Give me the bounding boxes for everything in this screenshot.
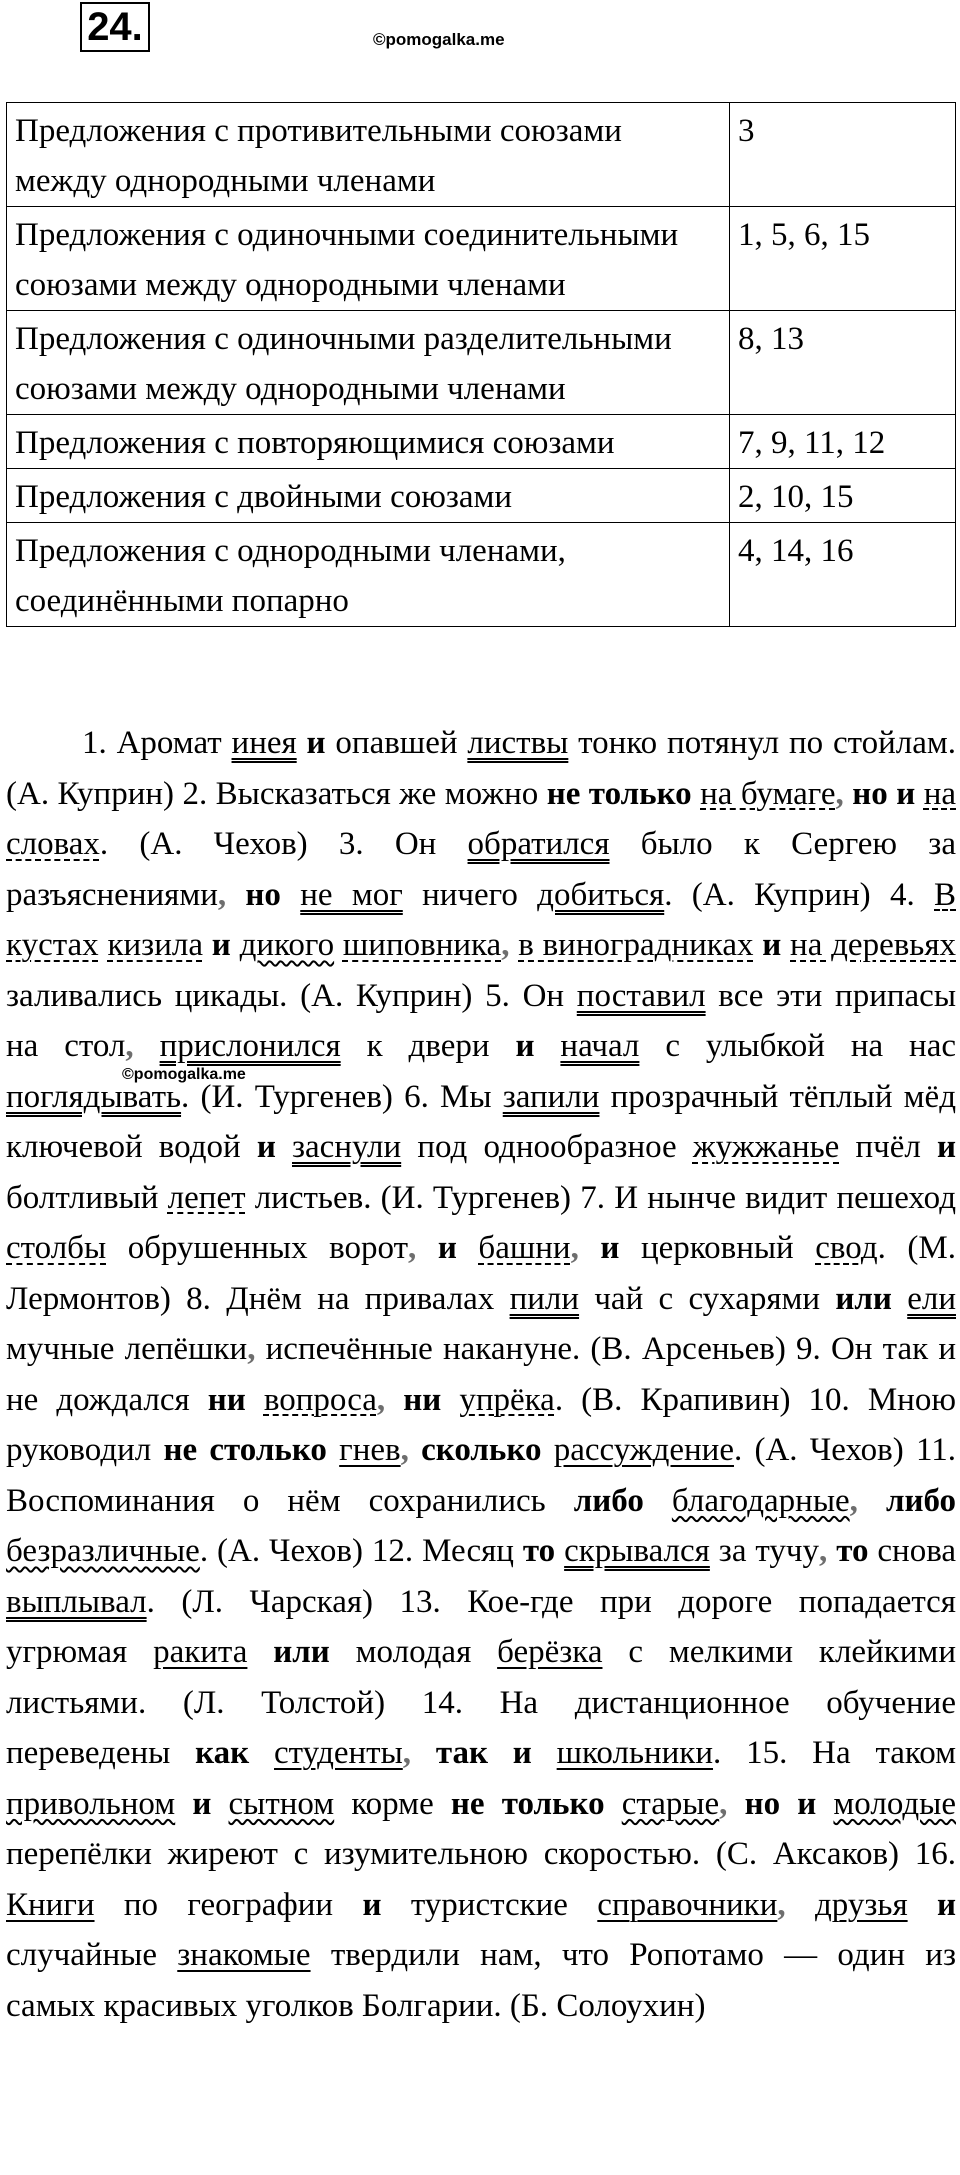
text-run: . (М. Лермонтов) 8. Днём на привалах xyxy=(6,1230,956,1317)
text-run xyxy=(555,1533,564,1569)
object-underline: В кустах xyxy=(6,876,957,963)
conjunction: либо xyxy=(885,1482,957,1519)
object-underline: жужжанье xyxy=(692,1129,840,1165)
predicate-underline: не мог xyxy=(300,876,403,913)
text-run: . (А. Куприн) 4. xyxy=(664,876,934,913)
exercise-text xyxy=(6,718,956,2031)
text-run xyxy=(226,877,245,913)
attribute-underline: молодые xyxy=(833,1785,956,1822)
text-run xyxy=(605,1786,622,1822)
predicate-underline: поглядывать xyxy=(6,1078,182,1115)
attribute-underline: благодарные xyxy=(671,1482,850,1519)
text-run xyxy=(411,1735,436,1771)
object-underline: свод xyxy=(815,1230,878,1266)
text-run: заливались цикады. (А. Куприн) 5. Он xyxy=(6,977,577,1014)
conjunction: и xyxy=(937,1886,957,1923)
row-sentence-numbers: 1, 5, 6, 15 xyxy=(729,207,955,311)
text-run: случайные xyxy=(6,1937,178,1973)
row-sentence-numbers: 3 xyxy=(729,103,955,207)
row-label: Предложения с повторяющимися союзами xyxy=(7,415,730,469)
table-row xyxy=(7,103,956,207)
task-number: 24. xyxy=(80,2,150,52)
subject-underline: берёзка xyxy=(497,1634,603,1670)
comma-mark: , xyxy=(402,1735,412,1771)
text-run: прозрачный тёплый мёд ключевой водой xyxy=(6,1078,956,1165)
text-run xyxy=(509,927,518,963)
object-underline: на деревьях xyxy=(790,927,957,963)
subject-underline: друзья xyxy=(815,1886,908,1923)
conjunction: и xyxy=(192,1785,212,1822)
text-run xyxy=(385,1382,403,1418)
object-underline: на бумаге xyxy=(700,775,836,812)
subject-underline: гнев xyxy=(339,1432,401,1468)
conjunction: или xyxy=(273,1634,330,1670)
predicate-underline: пили xyxy=(509,1280,580,1317)
row-sentence-numbers: 8, 13 xyxy=(729,311,955,415)
text-run xyxy=(416,1230,438,1266)
object-underline: кизила xyxy=(107,927,203,963)
text-run: чай с сухарями xyxy=(579,1280,836,1317)
text-run xyxy=(297,725,307,761)
conjunction: но и xyxy=(744,1785,817,1822)
text-run: под однообразное xyxy=(401,1129,693,1165)
subject-underline: студенты xyxy=(274,1735,403,1771)
conjunction: то xyxy=(836,1533,869,1569)
text-run: пчёл xyxy=(839,1129,937,1165)
text-run: за тучу xyxy=(709,1533,819,1569)
text-run: корме xyxy=(334,1785,451,1822)
text-run: церковный xyxy=(619,1230,816,1266)
table-row xyxy=(7,311,956,415)
text-run: . (А. Чехов) 11. Воспоминания о нём сохранились xyxy=(6,1432,957,1519)
text-run xyxy=(786,1887,815,1923)
row-sentence-numbers: 4, 14, 16 xyxy=(729,523,955,627)
conjunction: не только xyxy=(450,1785,605,1822)
text-run: опавшей xyxy=(325,725,468,761)
row-label: Предложения с противительными союзами между однородными членами xyxy=(7,103,730,207)
text-run: 1. Аромат xyxy=(82,725,232,761)
row-label: Предложения с одиночными разделительными союзами между однородными членами xyxy=(7,311,730,415)
text-run xyxy=(231,927,240,963)
text-run: с мелкими клейкими листьями. (Л. Толстой) 14. На дистанционное обучение переведены xyxy=(6,1634,956,1771)
text-run: листьев. (И. Тургенев) 7. И нынче видит пешеход xyxy=(245,1179,956,1216)
sentences-paragraph xyxy=(6,718,956,2031)
predicate-underline: обратился xyxy=(467,826,610,862)
table-row xyxy=(7,207,956,311)
attribute-underline: сытном xyxy=(228,1785,335,1822)
text-run: молодая xyxy=(329,1634,498,1670)
text-run xyxy=(249,1735,274,1771)
attribute-underline: привольном xyxy=(6,1785,176,1822)
conjunction: и xyxy=(256,1129,276,1165)
conjunction: и xyxy=(600,1230,620,1266)
text-run xyxy=(134,1028,160,1064)
object-underline: лепет xyxy=(167,1179,246,1216)
text-run xyxy=(327,1432,339,1468)
conjunction: но xyxy=(245,876,281,913)
text-run xyxy=(281,877,300,913)
conjunction: так и xyxy=(435,1735,532,1771)
text-run xyxy=(211,1786,228,1822)
table-row xyxy=(7,415,956,469)
table-row xyxy=(7,523,956,627)
text-run: . (А. Чехов) 12. Месяц xyxy=(199,1533,523,1569)
object-underline: шиповника xyxy=(342,927,502,963)
text-run: было к Сергею за разъяснениями xyxy=(6,826,956,913)
text-run: тонко потянул по стойлам. (А. Куприн) 2. Высказаться же можно xyxy=(6,725,957,812)
comma-mark: , xyxy=(400,1432,409,1468)
text-run: твердили нам, что Ропотамо — один из самых красивых уголков Болгарии. (Б. Солоухин) xyxy=(6,1937,956,2024)
comma-mark: , xyxy=(125,1028,134,1064)
predicate-underline: выплывал xyxy=(6,1583,147,1620)
text-run xyxy=(858,1483,886,1519)
text-run xyxy=(457,1230,479,1266)
object-underline: упрёка xyxy=(459,1381,555,1418)
row-label: Предложения с двойными союзами xyxy=(7,469,730,523)
predicate-underline: заснули xyxy=(292,1129,402,1165)
text-run xyxy=(246,1382,264,1418)
text-run: к двери xyxy=(340,1028,516,1064)
subject-underline: Книги xyxy=(6,1886,95,1923)
comma-mark: , xyxy=(501,927,510,963)
text-run: ничего xyxy=(402,876,538,913)
comma-mark: , xyxy=(217,876,227,913)
row-sentence-numbers: 7, 9, 11, 12 xyxy=(729,415,955,469)
predicate-underline: прислонился xyxy=(159,1028,341,1064)
text-run: мучные лепёшки xyxy=(6,1331,248,1367)
conjunction: не столько xyxy=(163,1432,327,1468)
text-run: . (Л. Чарская) 13. Кое-где при дороге попадается угрюмая xyxy=(6,1583,956,1670)
text-run: с улыбкой на нас xyxy=(639,1028,957,1064)
table-body xyxy=(7,103,956,627)
text-run xyxy=(276,1129,292,1165)
comma-mark: , xyxy=(777,1886,786,1923)
text-run xyxy=(247,1634,273,1670)
object-underline: в виноградниках xyxy=(518,927,754,963)
conjunction: сколько xyxy=(421,1432,542,1468)
table-row xyxy=(7,469,956,523)
text-run xyxy=(534,1028,560,1064)
watermark: ©pomogalka.me xyxy=(373,30,505,49)
predicate-underline: поставил xyxy=(576,977,706,1014)
comma-mark: , xyxy=(247,1331,256,1367)
comma-mark: , xyxy=(570,1230,579,1266)
attribute-underline: дикого xyxy=(239,927,335,963)
predicate-underline: начал xyxy=(560,1028,640,1064)
text-run: все эти припасы на стол xyxy=(6,977,956,1064)
comma-mark: , xyxy=(819,1533,828,1569)
conjunction: и xyxy=(211,927,231,963)
conjunction: то xyxy=(522,1533,556,1569)
watermark-middle: ©pomogalka.me xyxy=(122,1066,246,1083)
text-run xyxy=(827,1533,836,1569)
text-run xyxy=(441,1382,459,1418)
object-underline: на словах xyxy=(6,775,956,862)
row-label: Предложения с однородными членами, соединёнными попарно xyxy=(7,523,730,627)
conjunction: но и xyxy=(852,775,916,812)
predicate-underline: скрывался xyxy=(564,1533,710,1569)
object-underline: вопроса xyxy=(263,1381,377,1418)
text-run xyxy=(579,1230,601,1266)
conjunction: и xyxy=(762,927,782,963)
conjunction: как xyxy=(195,1735,250,1771)
predicate-underline: ели xyxy=(907,1280,956,1317)
text-run: снова xyxy=(868,1533,957,1569)
text-run xyxy=(892,1281,907,1317)
text-run xyxy=(532,1735,557,1771)
conjunction: либо xyxy=(573,1482,644,1519)
text-run: обрушенных ворот xyxy=(106,1230,409,1266)
conjunction: и xyxy=(362,1886,382,1923)
text-run xyxy=(541,1432,553,1468)
text-run: испечённые накануне. (В. Арсеньев) 9. Он так и не дождался xyxy=(6,1331,956,1418)
predicate-underline: листвы xyxy=(467,725,569,761)
conjunction: не только xyxy=(546,775,692,812)
text-run xyxy=(781,927,790,963)
conjunction: и xyxy=(937,1129,957,1165)
text-run xyxy=(334,927,343,963)
subject-underline: рассуждение xyxy=(553,1432,734,1468)
text-run: болтливый xyxy=(6,1179,168,1216)
conjunction: и xyxy=(437,1230,457,1266)
row-label: Предложения с одиночными соединительными союзами между однородными членами xyxy=(7,207,730,311)
comma-mark: , xyxy=(376,1381,386,1418)
conjunction: ни xyxy=(207,1381,246,1418)
text-run xyxy=(692,776,700,812)
text-run xyxy=(175,1786,192,1822)
subject-underline: школьники xyxy=(556,1735,714,1771)
predicate-underline: добиться xyxy=(537,876,665,913)
comma-mark: , xyxy=(835,775,844,812)
text-run: перепёлки жиреют с изумительною скоростью. (С. Аксаков) 16. xyxy=(6,1836,956,1872)
text-run: . (А. Чехов) 3. Он xyxy=(99,826,468,862)
conjunction: и xyxy=(515,1028,535,1064)
text-run xyxy=(816,1786,833,1822)
subject-underline: знакомые xyxy=(177,1937,311,1973)
conjunction: и xyxy=(306,725,326,761)
text-run: . 15. На таком xyxy=(713,1735,957,1771)
text-run xyxy=(753,927,762,963)
comma-mark: , xyxy=(408,1230,417,1266)
subject-underline: ракита xyxy=(153,1634,248,1670)
attribute-underline: безразличные xyxy=(6,1533,200,1569)
object-underline: башни xyxy=(478,1230,571,1266)
text-run xyxy=(203,927,212,963)
text-run xyxy=(844,776,852,812)
text-run xyxy=(409,1432,421,1468)
object-underline: столбы xyxy=(6,1230,107,1266)
text-run xyxy=(644,1483,672,1519)
predicate-underline: инея xyxy=(231,725,297,761)
attribute-underline: старые xyxy=(621,1785,720,1822)
comma-mark: , xyxy=(849,1482,858,1519)
comma-mark: , xyxy=(719,1785,728,1822)
predicate-underline: запили xyxy=(502,1078,600,1115)
text-run xyxy=(915,776,923,812)
text-run xyxy=(727,1786,744,1822)
row-sentence-numbers: 2, 10, 15 xyxy=(729,469,955,523)
conjunction: или xyxy=(835,1280,892,1317)
subject-underline: справочники xyxy=(597,1886,778,1923)
text-run xyxy=(908,1887,937,1923)
text-run: . (И. Тургенев) 6. Мы xyxy=(181,1078,503,1115)
text-run: по географии xyxy=(94,1886,363,1923)
text-run: туристские xyxy=(381,1886,598,1923)
classification-table xyxy=(6,102,956,627)
text-run: . (В. Крапивин) 10. Мною руководил xyxy=(6,1381,956,1468)
conjunction: ни xyxy=(403,1381,442,1418)
